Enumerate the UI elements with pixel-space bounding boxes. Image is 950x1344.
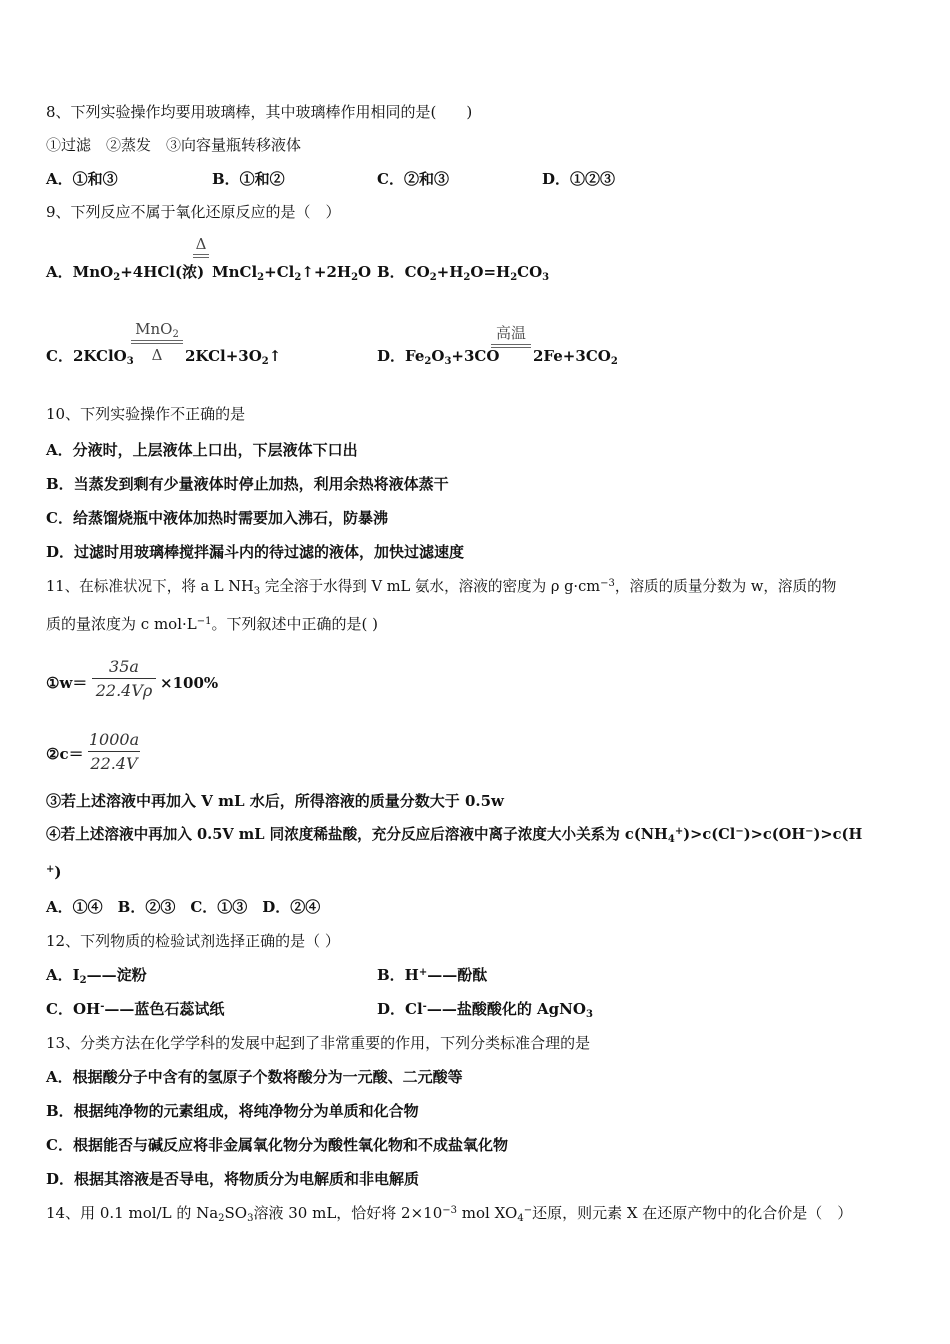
q10-option-b: B．当蒸发到剩有少量液体时停止加热，利用余热将液体蒸干: [46, 475, 449, 493]
q11-statement-2-label: ②c＝: [46, 745, 84, 763]
q9-a-condition: Δ: [193, 236, 209, 258]
q8-stem: 8、下列实验操作均要用玻璃棒，其中玻璃棒作用相同的是( ): [46, 103, 473, 121]
q12-option-d: D．Cl-——盐酸酸化的 AgNO$_3$: [377, 1000, 593, 1020]
q13-option-b: B．根据纯净物的元素组成，将纯净物分为单质和化合物: [46, 1102, 419, 1120]
q11-options: A．①④ B．②③ C．①③ D．②④: [46, 898, 321, 916]
q14-stem: 14、用 0.1 mol/L 的 $Na_2SO_3$溶液 30 mL，恰好将 $2\times 10^{-3}$ mol $XO_4^-$还原，则元素 X 在还原产物中的化合价是（ ）: [46, 1204, 853, 1224]
q9-option-d: D．$Fe_2O_3+3CO$: [377, 347, 500, 367]
q11-statement-4: ④若上述溶液中再加入 0.5V mL 同浓度稀盐酸，充分反应后溶液中离子浓度大小关系为 $c(NH_4^+)>c(Cl^-)>c(OH^-)>c(H$: [46, 826, 863, 845]
q10-option-a: A．分液时，上层液体上口出，下层液体下口出: [46, 441, 358, 459]
q10-option-d: D．过滤时用玻璃棒搅拌漏斗内的待过滤的液体，加快过滤速度: [46, 543, 465, 561]
q12-stem: 12、下列物质的检验试剂选择正确的是（ ）: [46, 932, 340, 950]
q11-statement-1-fraction: 35a 22.4Vρ: [92, 657, 156, 700]
q11-stem-line2: 质的量浓度为 c $mol\cdot L^{-1}$。下列叙述中正确的是( ): [46, 615, 378, 633]
q12-option-a: A．$I_2——$淀粉: [46, 966, 147, 986]
q9-option-b: B．$CO_2+H_2O=H_2CO_3$: [377, 263, 550, 283]
q12-option-b: B．H+——酚酞: [377, 966, 488, 984]
q9-option-d-product: $2Fe+3CO_2$: [533, 347, 618, 367]
q9-c-condition: MnO$_2$ Δ: [131, 320, 183, 364]
q12-option-c: C．OH-——蓝色石蕊试纸: [46, 1000, 225, 1018]
q8-items: ①过滤 ②蒸发 ③向容量瓶转移液体: [46, 136, 302, 154]
q8-option-a: A．①和③: [46, 170, 118, 188]
q9-option-a: A．MnO$_2$+4HCl(浓): [46, 263, 205, 283]
q9-stem: 9、下列反应不属于氧化还原反应的是（ ）: [46, 203, 341, 221]
q11-statement-1-suffix: ×100%: [160, 674, 219, 692]
q11-statement-2-fraction: 1000a 22.4V: [88, 730, 140, 773]
q13-option-a: A．根据酸分子中含有的氢原子个数将酸分为一元酸、二元酸等: [46, 1068, 463, 1086]
q13-stem: 13、分类方法在化学学科的发展中起到了非常重要的作用，下列分类标准合理的是: [46, 1034, 591, 1052]
q13-option-d: D．根据其溶液是否导电，将物质分为电解质和非电解质: [46, 1170, 420, 1188]
q11-statement-4-cont: +): [46, 863, 62, 881]
q11-stem-line1: 11、在标准状况下，将 a L $NH_3$ 完全溶于水得到 V mL 氨水，溶液的密度为 ρ $g\cdot cm^{-3}$，溶质的质量分数为 w，溶质的物: [46, 578, 837, 597]
q10-stem: 10、下列实验操作不正确的是: [46, 405, 246, 423]
q8-option-b: B．①和②: [212, 170, 285, 188]
q11-statement-3: ③若上述溶液中再加入 V mL 水后，所得溶液的质量分数大于 0.5w: [46, 792, 504, 810]
q9-option-a-product: $MnCl_2+Cl_2↑+2H_2O$: [212, 263, 372, 283]
q8-option-d: D．①②③: [542, 170, 616, 188]
q9-option-c: C．2KClO$_3$: [46, 347, 134, 367]
q11-statement-1-label: ①w＝: [46, 674, 88, 692]
q13-option-c: C．根据能否与碱反应将非金属氧化物分为酸性氧化物和不成盐氧化物: [46, 1136, 508, 1154]
q9-option-c-product: $2KCl+3O_2↑$: [185, 347, 282, 367]
q8-option-c: C．②和③: [377, 170, 449, 188]
q10-option-c: C．给蒸馏烧瓶中液体加热时需要加入沸石，防暴沸: [46, 509, 388, 527]
q9-d-condition: 高温: [491, 324, 531, 348]
